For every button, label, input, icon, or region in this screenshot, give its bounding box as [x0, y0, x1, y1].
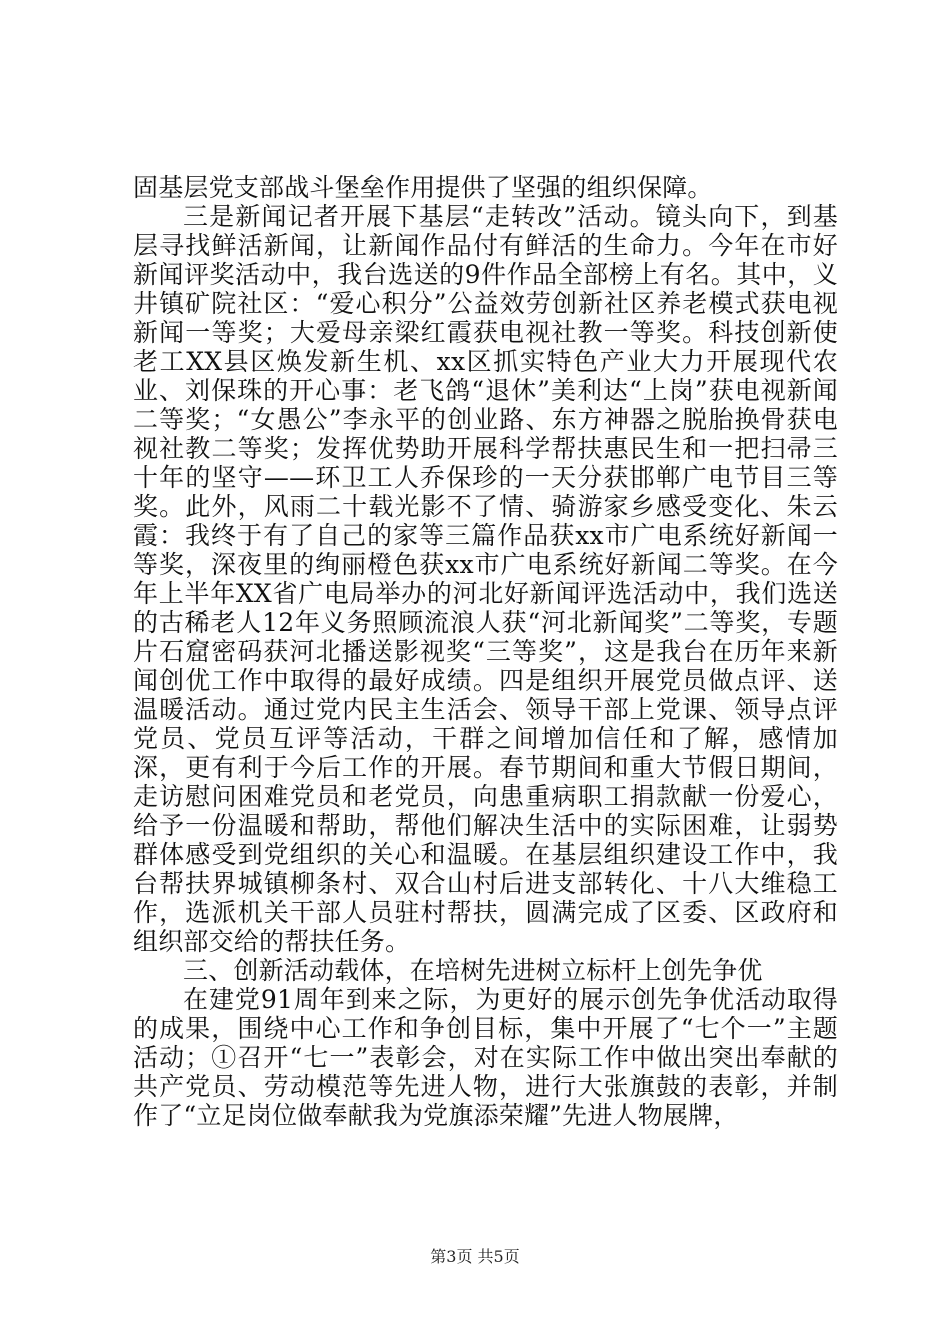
paragraph-1: 固基层党支部战斗堡垒作用提供了坚强的组织保障。: [133, 173, 713, 202]
paragraph-4: 在建党91周年到来之际，为更好的展示创先争优活动取得的成果，围绕中心工作和争创目标，集中开展了“七个一”主题活动；①召开“七一”表彰会，对在实际工作中做出突出奉献的共产党员、劳动模范等先进人物，进行大张旗鼓的表彰，并制作了“立足岗位做奉献我为党旗添荣耀”先进人物展牌，: [133, 985, 838, 1130]
paragraph-2: 三是新闻记者开展下基层“走转改”活动。镜头向下，到基层寻找鲜活新闻，让新闻作品付有鲜活的生命力。今年在市好新闻评奖活动中，我台选送的9件作品全部榜上有名。其中，义井镇矿院社区：“爱心积分”公益效劳创新社区养老模式获电视新闻一等奖；大爱母亲梁红霞获电视社教一等奖。科技创新使老工XX县区焕发新生机、xx区抓实特色产业大力开展现代农业、刘保珠的开心事：老飞鸽“退休”美利达“上岗”获电视新闻二等奖；“女愚公”李永平的创业路、东方神器之脱胎换骨获电视社教二等奖；发挥优势助开展科学帮扶惠民生和一把扫帚三十年的坚守——环卫工人乔保珍的一天分获邯郸广电节目三等奖。此外，风雨二十载光影不了情、骑游家乡感受变化、朱云霞：我终于有了自己的家等三篇作品获xx市广电系统好新闻一等奖，深夜里的绚丽橙色获xx市广电系统好新闻二等奖。在今年上半年XX省广电局举办的河北好新闻评选活动中，我们选送的古稀老人12年义务照顾流浪人获“河北新闻奖”二等奖，专题片石窟密码获河北播送影视奖“三等奖”，这是我台在历年来新闻创优工作中取得的最好成绩。四是组织开展党员做点评、送温暖活动。通过党内民主生活会、领导干部上党课、领导点评党员、党员互评等活动，干群之间增加信任和了解，感情加深，更有利于今后工作的开展。春节期间和重大节假日期间，走访慰问困难党员和老党员，向患重病职工捐款献一份爱心，给予一份温暖和帮助，帮他们解决生活中的实际困难，让弱势群体感受到党组织的关心和温暖。在基层组织建设工作中，我台帮扶界城镇柳条村、双合山村后进支部转化、十八大维稳工作，选派机关干部人员驻村帮扶，圆满完成了区委、区政府和组织部交给的帮扶任务。: [133, 202, 838, 956]
section-heading: 三、创新活动载体，在培树先进树立标杆上创先争优: [183, 956, 763, 985]
document-body: [133, 173, 838, 1130]
page-number: 第3页 共5页: [430, 1247, 520, 1266]
